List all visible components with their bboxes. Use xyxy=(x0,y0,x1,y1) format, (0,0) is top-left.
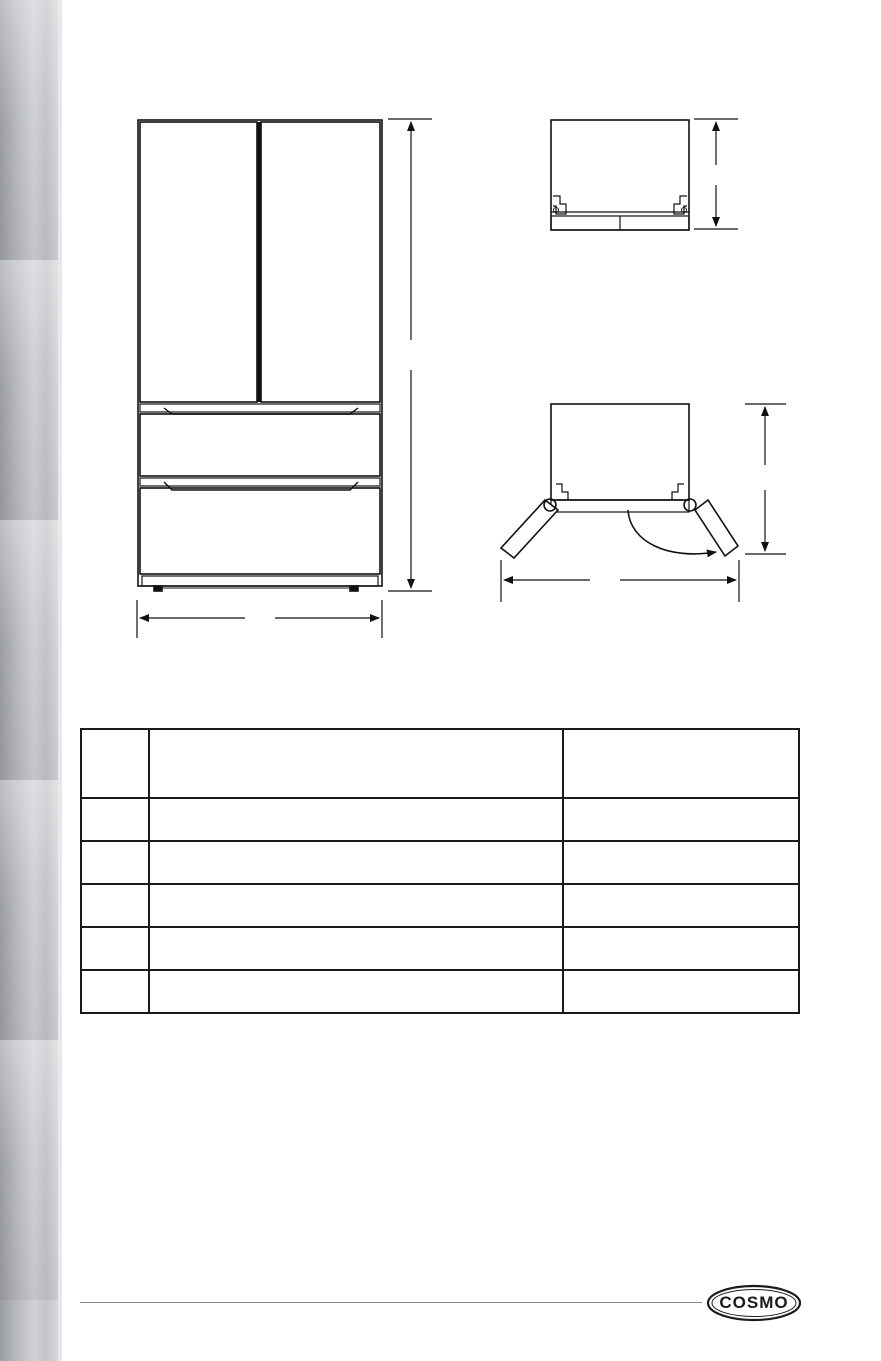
table-cell xyxy=(563,841,799,884)
open-width-dimension xyxy=(501,560,739,602)
table-cell xyxy=(149,970,563,1013)
table-cell xyxy=(81,798,149,841)
top-view-open-diagram xyxy=(501,404,738,558)
dimensions-table xyxy=(80,728,800,1014)
table-row xyxy=(81,841,799,884)
table-cell xyxy=(563,927,799,970)
table-cell xyxy=(81,884,149,927)
table-cell xyxy=(81,729,149,798)
depth-closed-dimension xyxy=(694,119,738,229)
width-dimension xyxy=(137,600,382,638)
table-cell xyxy=(563,970,799,1013)
table-cell xyxy=(149,927,563,970)
table-cell xyxy=(149,841,563,884)
logo-text: COSMO xyxy=(719,1293,789,1312)
cosmo-logo xyxy=(706,1284,802,1322)
table-row xyxy=(81,970,799,1013)
table-cell xyxy=(563,884,799,927)
front-view-diagram xyxy=(138,120,382,591)
table-cell xyxy=(149,884,563,927)
top-view-closed-diagram xyxy=(551,120,689,230)
table-cell xyxy=(563,729,799,798)
table-cell xyxy=(81,841,149,884)
footer-divider xyxy=(80,1302,702,1303)
height-dimension xyxy=(388,119,432,591)
table-row xyxy=(81,798,799,841)
table-header-row xyxy=(81,729,799,798)
table-cell xyxy=(149,798,563,841)
table-cell xyxy=(81,927,149,970)
depth-open-dimension xyxy=(745,404,786,554)
table-cell xyxy=(81,970,149,1013)
table-row xyxy=(81,884,799,927)
table-row xyxy=(81,927,799,970)
table-cell xyxy=(563,798,799,841)
table-cell xyxy=(149,729,563,798)
